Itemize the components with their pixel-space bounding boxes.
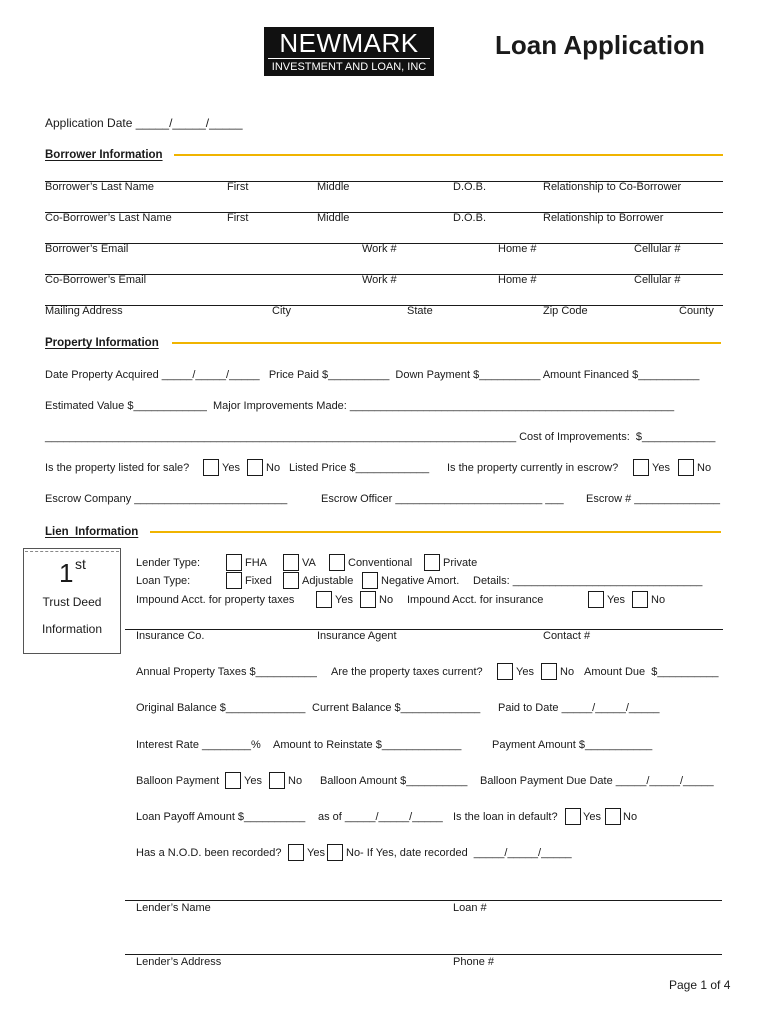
estimated-value-line[interactable]: Estimated Value $____________ Major Improvements Made: _____________________________________________________ — [45, 400, 675, 412]
coborrower-last-name-label: Co-Borrower’s Last Name — [45, 212, 172, 224]
coborrower-middle-label: Middle — [317, 212, 350, 224]
original-balance-field[interactable]: Original Balance $_____________ — [136, 702, 306, 714]
property-section-heading: Property Information — [45, 337, 159, 349]
nod-no-checkbox[interactable] — [327, 844, 343, 861]
loan-details-field[interactable]: Details: _______________________________ — [473, 575, 703, 587]
insurance-agent-label: Insurance Agent — [317, 630, 397, 642]
loan-type-label: Loan Type: — [136, 575, 191, 587]
coborrower-relationship-label: Relationship to Borrower — [543, 212, 664, 224]
escrow-no-label: No — [697, 462, 712, 474]
impound-insurance-yes-label: Yes — [607, 594, 625, 606]
nod-question: Has a N.O.D. been recorded? — [136, 847, 282, 859]
lender-type-label: Lender Type: — [136, 557, 201, 569]
nod-yes-label: Yes — [307, 847, 325, 859]
escrow-officer-field[interactable]: Escrow Officer ________________________ ___ — [321, 493, 564, 505]
lender-type-private-label: Private — [443, 557, 478, 569]
page-number: Page 1 of 4 — [669, 978, 731, 992]
borrower-middle-label: Middle — [317, 181, 350, 193]
loan-type-fixed-label: Fixed — [245, 575, 272, 587]
borrower-section-heading: Borrower Information — [45, 149, 163, 161]
trust-deed-suffix: st — [75, 556, 86, 572]
lender-type-fha-checkbox[interactable] — [226, 554, 242, 571]
impound-taxes-no-label: No — [379, 594, 394, 606]
payoff-as-of-field[interactable]: as of _____/_____/_____ — [318, 811, 443, 823]
loan-type-fixed-checkbox[interactable] — [226, 572, 242, 589]
logo-line-1: NEWMARK — [279, 28, 419, 58]
county-label: County — [679, 305, 714, 317]
lender-type-fha-label: FHA — [245, 557, 267, 569]
impound-insurance-no-label: No — [651, 594, 666, 606]
impound-taxes-yes-checkbox[interactable] — [316, 591, 332, 608]
default-yes-checkbox[interactable] — [565, 808, 581, 825]
coborrower-home-label: Home # — [498, 274, 537, 286]
balloon-amount-field[interactable]: Balloon Amount $__________ — [320, 775, 468, 787]
lender-type-va-label: VA — [302, 557, 316, 569]
coborrower-first-label: First — [227, 212, 249, 224]
paid-to-date-field[interactable]: Paid to Date _____/_____/_____ — [498, 702, 660, 714]
payoff-amount-field[interactable]: Loan Payoff Amount $__________ — [136, 811, 306, 823]
cost-of-improvements-line[interactable]: _____________________________________________________________________________ Cost of Improvements: $____________ — [45, 431, 716, 443]
escrow-number-field[interactable]: Escrow # ______________ — [586, 493, 720, 505]
taxes-current-no-checkbox[interactable] — [541, 663, 557, 680]
loan-type-adjustable-checkbox[interactable] — [283, 572, 299, 589]
listed-yes-label: Yes — [222, 462, 240, 474]
trust-deed-box — [23, 548, 121, 654]
trust-deed-label-line2: Information — [41, 622, 103, 636]
listed-no-label: No — [266, 462, 281, 474]
borrower-last-name-label: Borrower’s Last Name — [45, 181, 155, 193]
insurance-contact-label: Contact # — [543, 630, 591, 642]
trust-deed-label-line1: Trust Deed — [42, 595, 102, 609]
lenders-address-label: Lender’s Address — [136, 956, 222, 968]
amount-due-field[interactable]: Amount Due $__________ — [584, 666, 719, 678]
mailing-address-row-line — [45, 305, 723, 306]
lender-name-row-line — [125, 900, 722, 901]
lenders-name-label: Lender’s Name — [136, 902, 211, 914]
taxes-current-yes-checkbox[interactable] — [497, 663, 513, 680]
application-date-field[interactable]: Application Date _____/_____/_____ — [45, 116, 243, 130]
loan-type-negative-amort-checkbox[interactable] — [362, 572, 378, 589]
borrower-first-label: First — [227, 181, 249, 193]
amount-reinstate-field[interactable]: Amount to Reinstate $_____________ — [273, 739, 462, 751]
borrower-cellular-label: Cellular # — [634, 243, 681, 255]
default-no-checkbox[interactable] — [605, 808, 621, 825]
listed-for-sale-question: Is the property listed for sale? — [45, 462, 190, 474]
loan-type-adjustable-label: Adjustable — [302, 575, 354, 587]
default-yes-label: Yes — [583, 811, 601, 823]
phone-number-label: Phone # — [453, 956, 494, 968]
insurance-row-line — [125, 629, 723, 630]
borrower-email-label: Borrower’s Email — [45, 243, 129, 255]
logo-line-2: INVESTMENT AND LOAN, INC — [271, 61, 427, 73]
lender-address-row-line — [125, 954, 722, 955]
impound-insurance-label: Impound Acct. for insurance — [407, 594, 544, 606]
state-label: State — [407, 305, 433, 317]
borrower-dob-label: D.O.B. — [453, 181, 487, 193]
listed-price-field[interactable]: Listed Price $____________ — [289, 462, 430, 474]
borrower-work-label: Work # — [362, 243, 397, 255]
listed-no-checkbox[interactable] — [247, 459, 263, 476]
trust-deed-dashed-rule — [25, 551, 119, 552]
trust-deed-number: 1 — [59, 558, 74, 588]
taxes-current-question: Are the property taxes current? — [331, 666, 483, 678]
loan-number-label: Loan # — [453, 902, 487, 914]
default-no-label: No — [623, 811, 638, 823]
coborrower-cellular-label: Cellular # — [634, 274, 681, 286]
listed-yes-checkbox[interactable] — [203, 459, 219, 476]
borrower-relationship-label: Relationship to Co-Borrower — [543, 181, 682, 193]
lender-type-private-checkbox[interactable] — [424, 554, 440, 571]
balloon-due-date-field[interactable]: Balloon Payment Due Date _____/_____/_____ — [480, 775, 714, 787]
lien-section-rule — [150, 531, 721, 533]
balloon-payment-label: Balloon Payment — [136, 775, 220, 787]
city-label: City — [272, 305, 291, 317]
annual-taxes-field[interactable]: Annual Property Taxes $__________ — [136, 666, 317, 678]
balloon-yes-label: Yes — [244, 775, 262, 787]
escrow-yes-checkbox[interactable] — [633, 459, 649, 476]
loan-default-question: Is the loan in default? — [453, 811, 558, 823]
impound-insurance-no-checkbox[interactable] — [632, 591, 648, 608]
nod-date-recorded-field[interactable]: No- If Yes, date recorded _____/_____/_____ — [346, 847, 572, 859]
coborrower-email-label: Co-Borrower’s Email — [45, 274, 147, 286]
zip-code-label: Zip Code — [543, 305, 588, 317]
borrower-home-label: Home # — [498, 243, 537, 255]
lender-type-conventional-checkbox[interactable] — [329, 554, 345, 571]
insurance-co-label: Insurance Co. — [136, 630, 205, 642]
in-escrow-question: Is the property currently in escrow? — [447, 462, 619, 474]
taxes-current-no-label: No — [560, 666, 575, 678]
taxes-current-yes-label: Yes — [516, 666, 534, 678]
impound-taxes-no-checkbox[interactable] — [360, 591, 376, 608]
nod-yes-checkbox[interactable] — [288, 844, 304, 861]
impound-taxes-label: Impound Acct. for property taxes — [136, 594, 295, 606]
coborrower-work-label: Work # — [362, 274, 397, 286]
page-title: Loan Application — [495, 30, 705, 60]
lender-type-conventional-label: Conventional — [348, 557, 413, 569]
property-acquired-line[interactable]: Date Property Acquired _____/_____/_____ Price Paid $__________ Down Payment $__________ Amount Financed $__________ — [45, 369, 700, 381]
balloon-no-checkbox[interactable] — [269, 772, 285, 789]
mailing-address-label: Mailing Address — [45, 305, 123, 317]
payment-amount-field[interactable]: Payment Amount $___________ — [492, 739, 653, 751]
logo-divider — [268, 58, 430, 59]
coborrower-dob-label: D.O.B. — [453, 212, 487, 224]
current-balance-field[interactable]: Current Balance $_____________ — [312, 702, 481, 714]
balloon-yes-checkbox[interactable] — [225, 772, 241, 789]
property-section-rule — [172, 342, 721, 344]
lender-type-va-checkbox[interactable] — [283, 554, 299, 571]
escrow-no-checkbox[interactable] — [678, 459, 694, 476]
interest-rate-field[interactable]: Interest Rate ________% — [136, 739, 261, 751]
borrower-section-rule — [174, 154, 723, 156]
impound-insurance-yes-checkbox[interactable] — [588, 591, 604, 608]
balloon-no-label: No — [288, 775, 303, 787]
company-logo — [264, 27, 434, 76]
escrow-company-field[interactable]: Escrow Company _________________________ — [45, 493, 288, 505]
lien-section-heading: Lien Information — [45, 526, 139, 538]
impound-taxes-yes-label: Yes — [335, 594, 353, 606]
loan-type-negative-amort-label: Negative Amort. — [381, 575, 460, 587]
escrow-yes-label: Yes — [652, 462, 670, 474]
